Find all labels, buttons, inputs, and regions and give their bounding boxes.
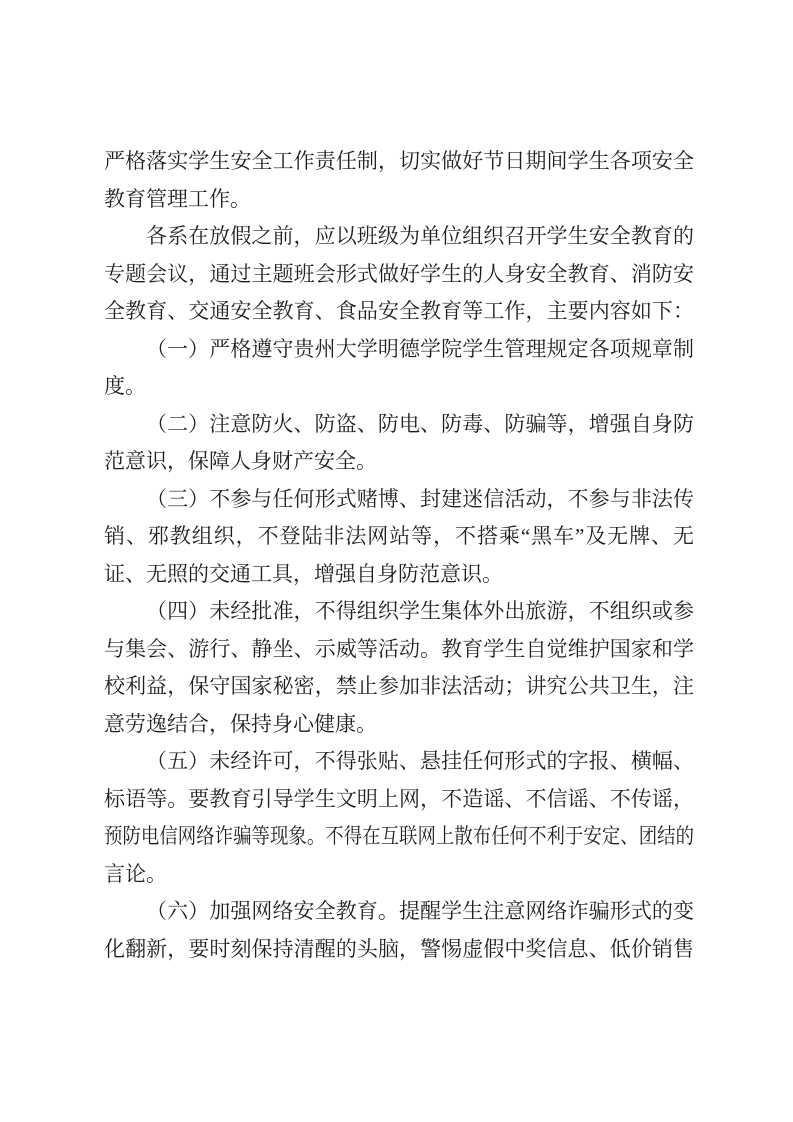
paragraph-item-5 (104, 743, 694, 893)
text-line: 各系在放假之前，应以班级为单位组织召开学生安全教育的 (146, 224, 694, 248)
text-line: 言论。 (104, 861, 167, 886)
document-text-block (104, 143, 694, 968)
paragraph-item-6 (104, 893, 694, 968)
text-line: 范意识，保障人身财产安全。 (104, 449, 377, 473)
text-line: 标语等。要教育引导学生文明上网，不造谣、不信谣、不传谣， (104, 786, 694, 811)
paragraph (104, 143, 694, 218)
text-line: 销、邪教组织，不登陆非法网站等，不搭乘“黑车”及无牌、无 (104, 524, 694, 548)
text-line: （二）注意防火、防盗、防电、防毒、防骗等，增强自身防 (146, 411, 694, 436)
text-line: 教育管理工作。 (104, 186, 251, 211)
text-line: 严格落实学生安全工作责任制，切实做好节日期间学生各项安全 (104, 149, 694, 173)
text-line: 意劳逸结合，保持身心健康。 (104, 711, 377, 736)
text-line: 预防电信网络诈骗等现象。不得在互联网上散布任何不利于安定、团结的 (104, 824, 695, 848)
text-line: 度。 (104, 374, 146, 398)
text-line: （三）不参与任何形式赌博、封建迷信活动，不参与非法传 (146, 486, 694, 511)
text-line: 全教育、交通安全教育、食品安全教育等工作，主要内容如下： (104, 299, 694, 323)
paragraph-item-3 (104, 481, 694, 594)
text-line: 与集会、游行、静坐、示威等活动。教育学生自觉维护国家和学 (104, 636, 694, 661)
paragraph-item-1 (104, 331, 694, 406)
text-line: 校利益，保守国家秘密，禁止参加非法活动；讲究公共卫生，注 (104, 674, 694, 698)
text-line: （五）未经许可，不得张贴、悬挂任何形式的字报、横幅、 (146, 749, 694, 773)
text-line: （六）加强网络安全教育。提醒学生注意网络诈骗形式的变 (146, 899, 694, 923)
text-line: 证、无照的交通工具，增强自身防范意识。 (104, 561, 503, 586)
paragraph-item-4 (104, 593, 694, 743)
text-line: 化翻新，要时刻保持清醒的头脑，警惕虚假中奖信息、低价销售 (104, 936, 694, 961)
paragraph-item-2 (104, 406, 694, 481)
text-line: 专题会议，通过主题班会形式做好学生的人身安全教育、消防安 (104, 261, 694, 286)
paragraph (104, 218, 694, 331)
text-line: （四）未经批准，不得组织学生集体外出旅游，不组织或参 (146, 599, 694, 623)
text-line: （一）严格遵守贵州大学明德学院学生管理规定各项规章制 (146, 336, 694, 361)
